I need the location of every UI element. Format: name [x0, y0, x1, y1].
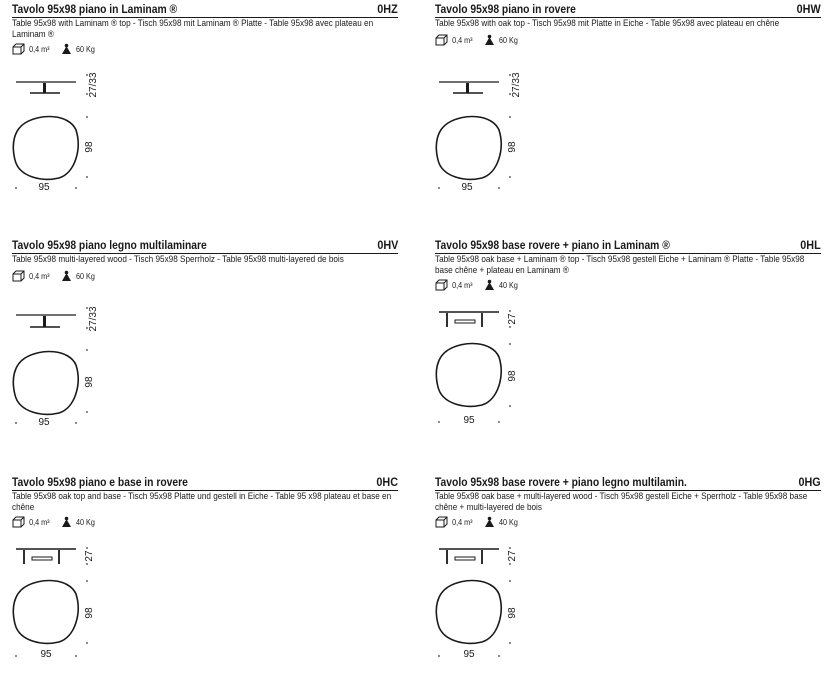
weight-value: 40 Kg: [498, 280, 518, 290]
width-label: 95: [40, 649, 52, 660]
weight-icon: [484, 516, 495, 528]
depth-label: 98: [84, 607, 95, 619]
volume-value: 0,4 m³: [452, 35, 473, 45]
spec-row: [435, 34, 529, 46]
top-view-outline: [13, 117, 78, 180]
weight-icon: [61, 43, 72, 55]
technical-drawing: [435, 306, 535, 431]
side-view-pedestal: [466, 83, 469, 93]
product-card-0hz: [12, 2, 398, 217]
product-card-0hl: [435, 238, 821, 453]
title-row: [435, 2, 821, 18]
volume-value: 0,4 m³: [29, 517, 50, 527]
height-label: 27/33: [511, 72, 522, 98]
product-title: Tavolo 95x98 piano e base in rovere: [12, 475, 188, 489]
volume-value: 0,4 m³: [452, 517, 473, 527]
technical-drawing: [12, 67, 112, 197]
product-card-0hw: [435, 2, 821, 217]
product-code: 0HV: [376, 238, 398, 252]
title-row: [435, 238, 821, 254]
product-card-0hc: [12, 475, 398, 690]
weight-icon: [61, 516, 72, 528]
product-code: 0HG: [798, 475, 821, 489]
product-card-0hg: [435, 475, 821, 690]
spec-row: [12, 516, 106, 528]
volume-value: 0,4 m³: [452, 280, 473, 290]
technical-drawing: [435, 67, 535, 197]
product-description: Table 95x98 oak base + multi-layered wood - Tisch 95x98 gestell Eiche + Sperrholz - Table 95x98 base chêne + multi-layered de bois: [435, 491, 808, 513]
height-label: 27/33: [88, 72, 99, 98]
width-label: 95: [463, 649, 475, 660]
volume-box-icon: [435, 279, 448, 291]
spec-row: [435, 279, 529, 291]
product-code: 0HL: [800, 238, 821, 252]
product-code: 0HW: [796, 2, 821, 16]
depth-label: 98: [84, 376, 95, 388]
title-row: [12, 475, 398, 491]
depth-label: 98: [84, 141, 95, 153]
top-view-outline: [13, 581, 78, 644]
product-description: Table 95x98 with Laminam ® top - Tisch 95x98 mit Laminam ® Platte - Table 95x98 avec plateau en Laminam ®: [12, 18, 374, 40]
product-title: Tavolo 95x98 piano in rovere: [435, 2, 576, 16]
height-label: 27: [84, 550, 95, 562]
width-label: 95: [38, 417, 50, 428]
volume-value: 0,4 m³: [29, 271, 50, 281]
side-view-frame: [455, 320, 475, 323]
spec-row: [12, 43, 106, 55]
weight-icon: [484, 34, 495, 46]
depth-label: 98: [507, 607, 518, 619]
depth-label: 98: [507, 141, 518, 153]
product-description: Table 95x98 multi-layered wood - Tisch 95x98 Sperrholz - Table 95x98 multi-layered de bois: [12, 254, 344, 265]
weight-value: 60 Kg: [75, 44, 95, 54]
title-row: [12, 238, 398, 254]
product-card-0hv: [12, 238, 398, 453]
weight-icon: [61, 270, 72, 282]
product-description: Table 95x98 oak top and base - Tisch 95x98 Platte und gestell in Eiche - Table 95 x98 plateau et base en chêne: [12, 491, 392, 513]
height-label: 27/33: [88, 306, 99, 332]
side-view-pedestal: [43, 83, 46, 93]
volume-box-icon: [435, 34, 448, 46]
weight-icon: [484, 279, 495, 291]
volume-box-icon: [12, 270, 25, 282]
spec-row: [12, 270, 106, 282]
technical-drawing: [12, 543, 112, 668]
title-row: [435, 475, 821, 491]
side-view-pedestal: [43, 316, 46, 327]
volume-box-icon: [12, 43, 25, 55]
depth-label: 98: [507, 370, 518, 382]
weight-value: 60 Kg: [498, 35, 518, 45]
title-row: [12, 2, 398, 18]
volume-box-icon: [12, 516, 25, 528]
volume-box-icon: [435, 516, 448, 528]
top-view-outline: [436, 344, 501, 407]
height-label: 27: [507, 313, 518, 325]
product-title: Tavolo 95x98 base rovere + piano legno multilamin.: [435, 475, 687, 489]
product-title: Tavolo 95x98 piano legno multilaminare: [12, 238, 207, 252]
side-view-frame: [32, 557, 52, 560]
weight-value: 40 Kg: [498, 517, 518, 527]
width-label: 95: [461, 182, 473, 193]
width-label: 95: [463, 415, 475, 426]
product-description: Table 95x98 oak base + Laminam ® top - Tisch 95x98 gestell Eiche + Laminam ® Platte - Table 95x98 base chêne + plateau en Laminam ®: [435, 254, 805, 276]
spec-row: [435, 516, 529, 528]
width-label: 95: [38, 182, 50, 193]
height-label: 27: [507, 550, 518, 562]
technical-drawing: [435, 543, 535, 668]
top-view-outline: [13, 352, 78, 415]
weight-value: 60 Kg: [75, 271, 95, 281]
product-code: 0HC: [376, 475, 398, 489]
product-title: Tavolo 95x98 piano in Laminam ®: [12, 2, 178, 16]
product-description: Table 95x98 with oak top - Tisch 95x98 mit Platte in Eiche - Table 95x98 avec plateau en chêne: [435, 18, 780, 29]
top-view-outline: [436, 581, 501, 644]
top-view-outline: [436, 117, 501, 180]
side-view-frame: [455, 557, 475, 560]
product-title: Tavolo 95x98 base rovere + piano in Laminam ®: [435, 238, 670, 252]
technical-drawing: [12, 302, 112, 432]
product-code: 0HZ: [377, 2, 398, 16]
volume-value: 0,4 m³: [29, 44, 50, 54]
weight-value: 40 Kg: [75, 517, 95, 527]
